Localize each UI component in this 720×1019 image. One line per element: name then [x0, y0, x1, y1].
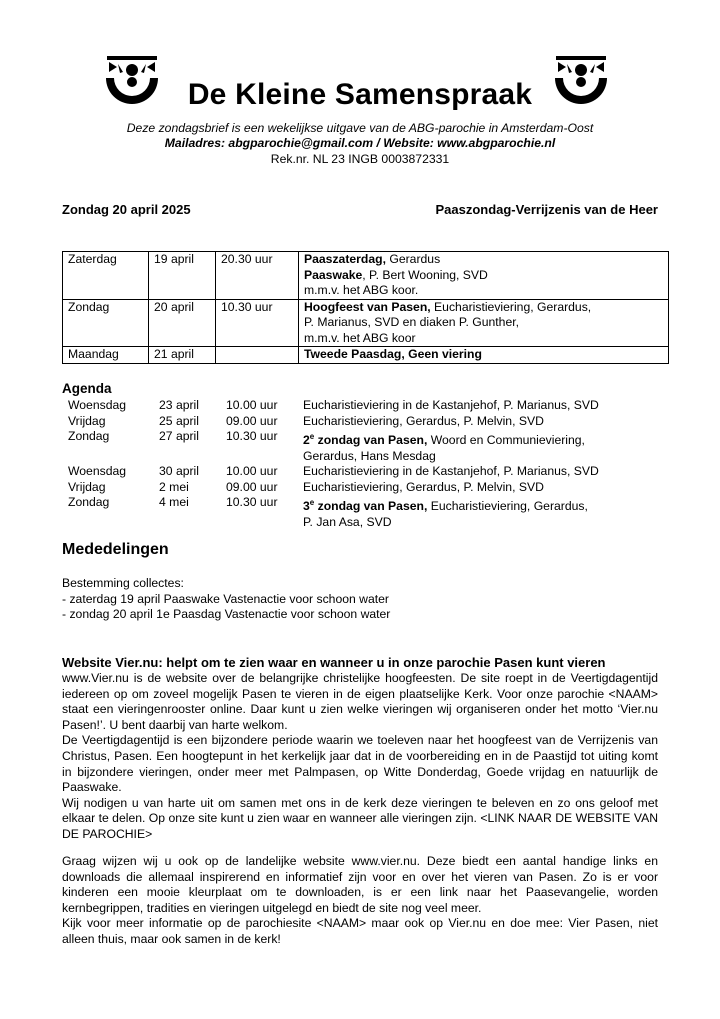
paragraph: Graag wijzen wij u ook op de landelijke website www.vier.nu. Deze biedt een aantal handige links en downloads die allemaal inspirerend en informatief zijn voor en over het vieren van Pasen. Zo is er voor kinderen een mooie kleurplaat om te downloaden, is er een link naar het Paasevangelie, worden kernbegrippen, tradities en vieringen uitgelegd en biedt de site nog veel meer. [62, 854, 658, 915]
agenda-date: 23 april [159, 398, 199, 412]
schedule-table [62, 251, 669, 364]
agenda-date: 4 mei [159, 495, 189, 510]
agenda-table [62, 398, 599, 530]
description-bold: Tweede Paasdag, Geen viering [304, 347, 482, 361]
description-line [303, 449, 599, 465]
description-line [303, 515, 599, 531]
description-bold: 3 [303, 499, 310, 514]
agenda-time: 10.30 uur [226, 495, 278, 510]
description-text: P. Jan Asa, SVD [303, 514, 392, 529]
schedule-date: 20 april [149, 299, 216, 347]
agenda-time: 09.00 uur [226, 413, 278, 428]
description-line [303, 414, 599, 430]
agenda-time: 10.00 uur [226, 464, 278, 479]
agenda-description [303, 398, 599, 414]
agenda-row [62, 464, 599, 480]
description-line [304, 283, 663, 299]
description-text: Eucharistieviering in de Kastanjehof, P. Marianus, SVD [303, 398, 599, 412]
collection-item: - zaterdag 19 april Paaswake Vastenactie voor schoon water [62, 591, 389, 606]
schedule-date: 21 april [149, 347, 216, 364]
vier-body-2 [62, 854, 658, 948]
announcements-heading: Mededelingen [62, 541, 169, 558]
agenda-row [62, 398, 599, 414]
paragraph: Wij nodigen u van harte uit om samen met ons in de kerk deze vieringen te beleven en zo ons geloof met elkaar te delen. Op onze site kunt u zien waar en wanneer alle vieringen zijn. <LINK NAAR DE WEBSITE VAN DE PAROCHIE> [62, 795, 658, 841]
agenda-date: 27 april [159, 429, 199, 443]
agenda-day: Zondag [68, 429, 110, 443]
sunday-occasion: Paaszondag-Verrijzenis van de Heer [435, 202, 658, 217]
description-line [303, 398, 599, 414]
collections-title: Bestemming collectes: [62, 576, 184, 590]
paragraph: Kijk voor meer informatie op de parochiesite <NAAM> maar ook op Vier.nu en doe mee: Vier Pasen, niet alleen thuis, maar ook samen in de kerk! [62, 916, 658, 946]
vier-body [62, 671, 658, 843]
schedule-time: 20.30 uur [216, 252, 299, 300]
newsletter-subtitle: Deze zondagsbrief is een wekelijkse uitgave van de ABG-parochie in Amsterdam-Oost [126, 121, 594, 135]
agenda-date: 2 mei [159, 479, 189, 494]
description-line [303, 429, 599, 449]
description-bold: Hoogfeest van Pasen, [304, 299, 431, 314]
contact-line: Mailadres: abgparochie@gmail.com / Website: www.abgparochie.nl [164, 136, 556, 150]
description-bold: Paaszaterdag, [304, 252, 386, 266]
description-text: Gerardus [385, 252, 441, 266]
description-line [304, 315, 663, 331]
agenda-heading: Agenda [62, 381, 112, 396]
schedule-time [216, 347, 299, 364]
description-line [303, 464, 599, 480]
agenda-time: 10.00 uur [226, 398, 278, 412]
description-line [304, 252, 663, 268]
description-bold: zondag van Pasen, [314, 433, 428, 448]
bank-account: Rek.nr. NL 23 INGB 0003872331 [270, 152, 450, 166]
agenda-time: 09.00 uur [226, 479, 278, 494]
agenda-day: Vrijdag [68, 479, 106, 494]
agenda-day: Woensdag [68, 464, 127, 479]
paragraph: De Veertigdagentijd is een bijzondere periode waarin we toeleven naar het hoogfeest van de Verrijzenis van Christus, Pasen. Een hoogtepunt in het kerkelijk jaar dat in de voorbereiding en in de Paastijd tot uiting komt in bijzondere vieringen, onder meer met Palmpasen, op Witte Donderdag, Goede vrijdag en natuurlijk de Paaswake. [62, 733, 658, 795]
schedule-description [299, 347, 669, 364]
agenda-time: 10.30 uur [226, 429, 278, 443]
collection-item: - zondag 20 april 1e Paasdag Vastenactie voor schoon water [62, 607, 391, 622]
description-text: Eucharistieviering in de Kastanjehof, P. Marianus, SVD [303, 464, 599, 479]
description-text: m.m.v. het ABG koor. [304, 283, 419, 297]
ordinal-suffix: e [309, 498, 315, 508]
agenda-row [62, 429, 599, 464]
agenda-description [303, 429, 599, 464]
description-line [304, 300, 663, 316]
schedule-day: Maandag [63, 347, 149, 364]
schedule-description [299, 252, 669, 300]
paragraph: www.Vier.nu is de website over de belangrijke christelijke hoogfeesten. De site roept in de Veertigdagentijd iedereen op om zoveel mogelijk Pasen te vieren in de eigen plaatselijke Kerk. Voor onze parochie <NAAM> staat een vieringenrooster online. Daar kunt u zien welke vieringen wij organiseren onder het motto ‘Vier.nu Pasen!’. U bent daarbij van harte welkom. [62, 671, 658, 732]
description-text: Woord en Communieviering, [427, 433, 585, 448]
agenda-date: 30 april [159, 464, 199, 479]
description-line [303, 495, 599, 515]
schedule-day: Zaterdag [63, 252, 149, 300]
description-text: , P. Bert Wooning, SVD [362, 267, 488, 282]
schedule-row [63, 252, 669, 300]
description-text: Eucharistieviering, Gerardus, P. Melvin, SVD [303, 413, 544, 428]
description-text: Eucharistieviering, Gerardus, P. Melvin, SVD [303, 479, 544, 494]
schedule-time: 10.30 uur [216, 299, 299, 347]
date-line [62, 202, 658, 217]
newsletter-title: De Kleine Samenspraak [187, 78, 533, 111]
description-line [304, 268, 663, 284]
description-bold: 2 [303, 433, 310, 448]
agenda-description [303, 414, 599, 430]
agenda-date: 25 april [159, 413, 199, 428]
description-text: Gerardus, Hans Mesdag [303, 448, 436, 463]
agenda-row [62, 495, 599, 530]
description-line [304, 347, 663, 363]
description-bold: Paaswake [304, 267, 363, 282]
description-text: P. Marianus, SVD en diaken P. Gunther, [304, 315, 519, 329]
vier-heading: Website Vier.nu: helpt om te zien waar en wanneer u in onze parochie Pasen kunt vieren [62, 655, 606, 670]
agenda-day: Zondag [68, 495, 110, 510]
collections-block [62, 576, 658, 623]
schedule-date: 19 april [149, 252, 216, 300]
schedule-description [299, 299, 669, 347]
schedule-row [63, 347, 669, 364]
agenda-row [62, 414, 599, 430]
agenda-day: Woensdag [68, 398, 127, 412]
agenda-description [303, 480, 599, 496]
schedule-day: Zondag [63, 299, 149, 347]
ordinal-suffix: e [309, 432, 315, 441]
description-text: Eucharistieviering, Gerardus, [430, 299, 592, 314]
description-line [303, 480, 599, 496]
description-text: m.m.v. het ABG koor [304, 330, 416, 345]
schedule-row [63, 299, 669, 347]
description-line [304, 331, 663, 347]
agenda-description [303, 464, 599, 480]
description-text: Eucharistieviering, Gerardus, [427, 499, 588, 514]
agenda-description [303, 495, 599, 530]
agenda-row [62, 480, 599, 496]
sunday-date: Zondag 20 april 2025 [62, 202, 191, 217]
agenda-day: Vrijdag [68, 413, 106, 428]
description-bold: zondag van Pasen, [314, 499, 428, 514]
